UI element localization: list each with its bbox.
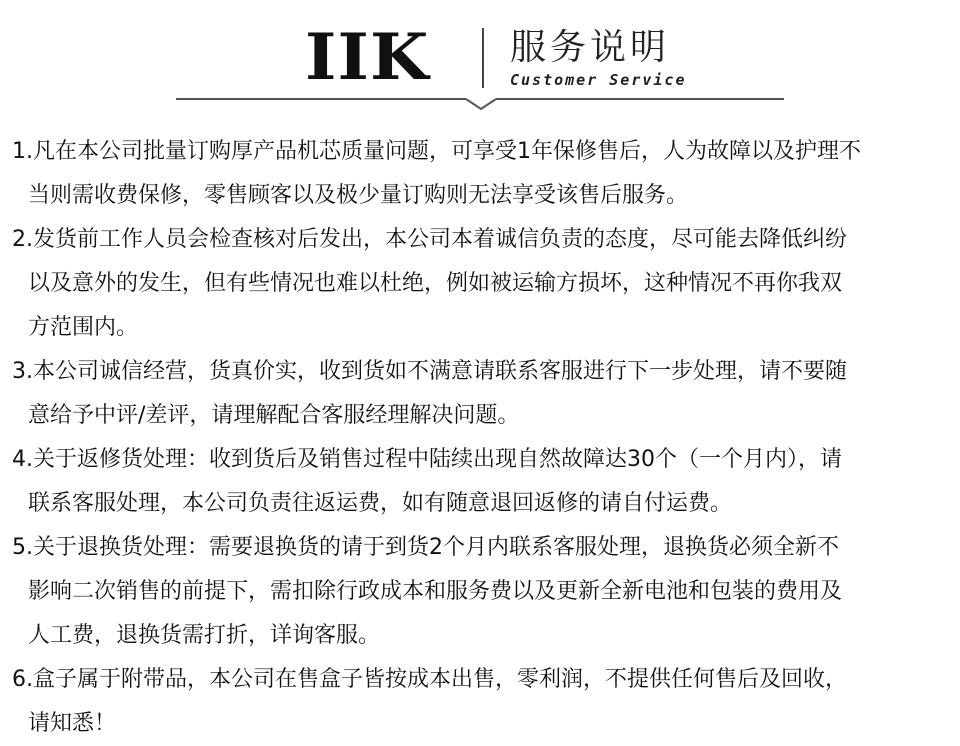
header-rule-left [176, 98, 466, 100]
term-item-1 [12, 130, 957, 218]
term-line: 请知悉！ [28, 711, 117, 736]
service-terms [12, 130, 957, 746]
term-line: 当则需收费保修，零售顾客以及极少量订购则无法享受该售后服务。 [28, 183, 689, 208]
term-line: 5.关于退换货处理：需要退换货的请于到货2个月内联系客服处理，退换货必须全新不 [12, 535, 839, 560]
page-subtitle: Customer Service [510, 71, 687, 89]
term-item-2 [12, 218, 957, 350]
term-line: 人工费，退换货需打折，详询客服。 [28, 623, 381, 648]
term-line: 意给予中评/差评，请理解配合客服经理解决问题。 [28, 403, 520, 428]
header-divider [482, 28, 484, 88]
term-item-5 [12, 526, 957, 658]
term-line: 3.本公司诚信经营，货真价实，收到货如不满意请联系客服进行下一步处理，请不要随 [12, 359, 847, 384]
term-item-4 [12, 438, 957, 526]
term-line: 方范围内。 [28, 315, 139, 340]
term-item-3 [12, 350, 957, 438]
term-line: 1.凡在本公司批量订购厚产品机芯质量问题，可享受1年保修售后，人为故障以及护理不 [12, 139, 861, 164]
term-line: 以及意外的发生，但有些情况也难以杜绝，例如被运输方损坏，这种情况不再你我双 [28, 271, 843, 296]
term-line: 4.关于返修货处理：收到货后及销售过程中陆续出现自然故障达30个（一个月内），请 [12, 447, 842, 472]
term-line: 影响二次销售的前提下，需扣除行政成本和服务费以及更新全新电池和包装的费用及 [28, 579, 843, 604]
brand-logo: IIK [305, 20, 430, 95]
page-header [0, 0, 960, 110]
term-line: 6.盒子属于附带品，本公司在售盒子皆按成本出售，零利润，不提供任何售后及回收， [12, 667, 847, 692]
page-title: 服务说明 [510, 27, 671, 68]
term-line: 联系客服处理，本公司负责往返运费，如有随意退回返修的请自付运费。 [28, 491, 733, 516]
term-item-6 [12, 658, 957, 746]
term-line: 2.发货前工作人员会检查核对后发出，本公司本着诚信负责的态度，尽可能去降低纠纷 [12, 227, 847, 252]
header-rule-right [496, 98, 784, 100]
header-notch [465, 98, 497, 110]
